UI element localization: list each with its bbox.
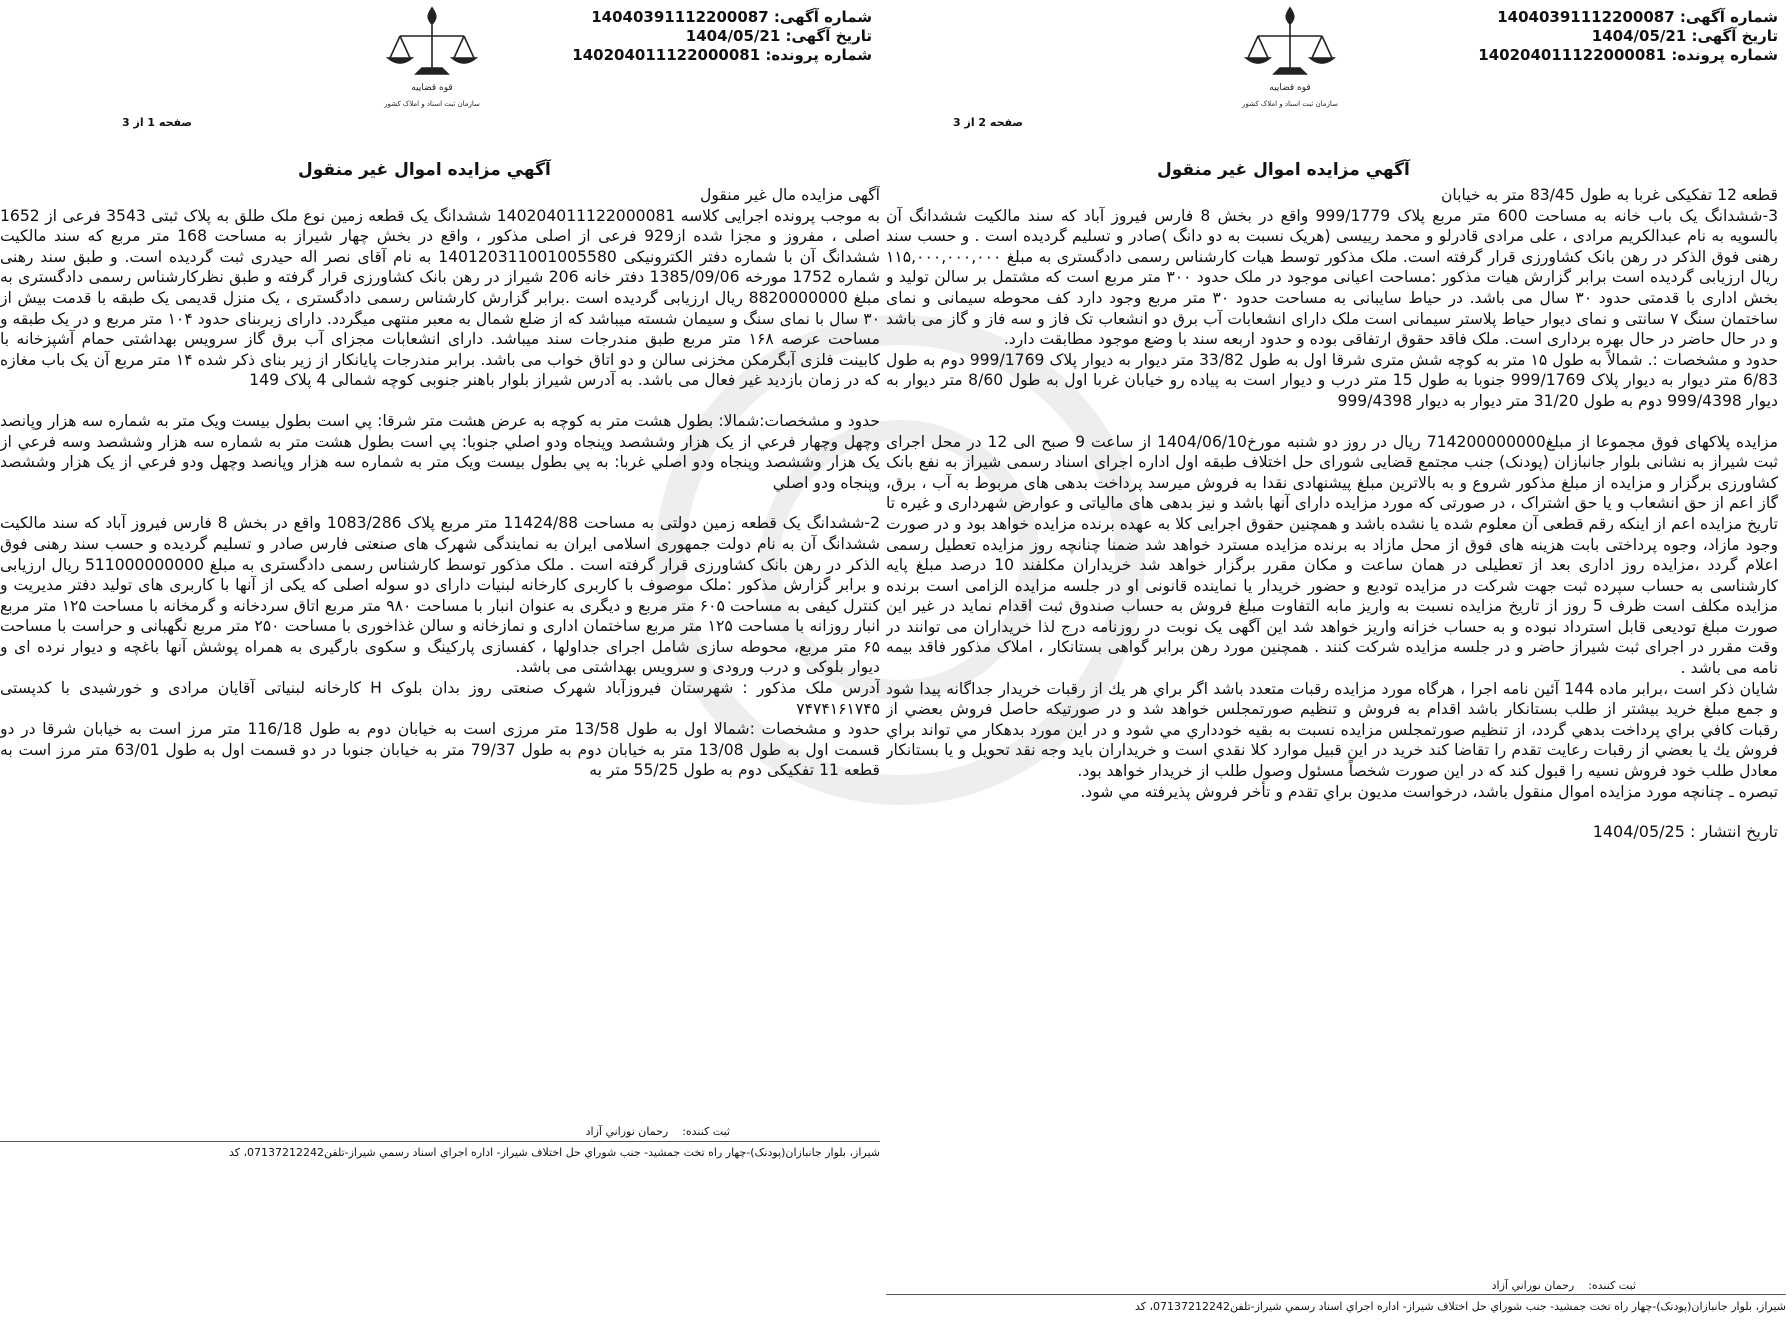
ad-number-row [572, 8, 872, 27]
notice-title: آگهي مزايده اموال غير منقول [1157, 160, 1410, 180]
body-paragraph: قطعه 12 تفکیکی غربا به طول 83/45 متر به خیابان [1440, 186, 1778, 204]
footer-divider [886, 1294, 1786, 1295]
ad-number: 14040391112200087 [1497, 8, 1675, 26]
judiciary-emblem [378, 2, 486, 114]
judiciary-emblem [1236, 2, 1344, 114]
notice-title: آگهي مزايده اموال غير منقول [298, 160, 551, 180]
notice-meta [572, 8, 872, 65]
case-number: 140204011122000081 [1478, 46, 1667, 64]
ad-date-row [1478, 27, 1778, 46]
body-paragraph: حدود و مشخصات :شمالا اول به طول 13/58 متر مرزی است به خیابان دوم به طول 116/18 متر مرز است به خیابان شرقا در دو قسمت اول به طول 13/08 متر به خیابان دوم به طول 79/37 متر به خیابان جنوبا در دو قسمت اول به طول 63/01 متر مرز است به قطعه 11 تفکیکی دوم به طول 55/25 متر به [0, 720, 880, 780]
case-number: 140204011122000081 [572, 46, 761, 64]
scales-of-justice-icon [378, 2, 486, 114]
ad-date-row [572, 27, 872, 46]
case-number-label: شماره پرونده: [765, 46, 872, 64]
body-paragraph: آدرس ملک مذکور : شهرستان فیروزآباد شهرک صنعتی روز بدان بلوک H کارخانه لبنیاتی آقایان مرادی و خورشیدی با کدپستی ۷۴۷۴۱۶۱۷۴۵ [0, 679, 880, 718]
signer-name: رحمان نوراني آزاد [1491, 1279, 1575, 1292]
body-paragraph: مزایده پلاکهای فوق مجموعا از مبلغ714200000000 ریال در روز دو شنبه مورخ1404/06/10 از ساعت 9 صبح الی 12 در محل اجرای ثبت شیراز به نشانی بلوار جانبازان (پودنک) جنب مجتمع قضایی شورای حل اختلاف طبقه اول اداره اجرای اسناد رسمی شیراز به نفع بانک کشاورزی برگزار و مزایده از مبلغ مذکور شروع و به بالاترین مبلغ پیشنهادی نقدا به فروش میرسد پرداخت بدهی های مربوط به آب ، برق، گاز اعم از حق انشعاب و یا حق اشتراک ، در صورتی که مورد مزایده دارای آنها باشد و نیز بدهی های مالیاتی و عوارض شهرداری و غیره تا تاریخ مزایده اعم از اینکه رقم قطعی آن معلوم شده یا نشده باشد و همچنین حقوق اجرایی کلا به عهده برنده مزایده خواهد بود و در صورت وجود مازاد، وجوه پرداختی بابت هزینه های فوق از محل مازاد به برنده مزایده مسترد خواهد شد ضمنا چنانچه روز مزایده تعطیل رسمی اعلام گردد ،مزایده روز اداری بعد از تعطیلی در همان ساعت و مکان مقرر برگزار خواهد شد خریداران مکلفند 10 درصد مبلغ پایه کارشناسی به حساب سپرده ثبت جهت شرکت در مزایده تودیع و حضور خریدار یا نماینده قانونی او در جلسه مزایده الزامی است برنده مزایده مکلف است ظرف 5 روز از تاریخ مزایده نسبت به واریز مابه التفاوت مبلغ فروش به حساب صندوق ثبت اقدام نماید در غیر این صورت مبلغ تودیعی قابل استرداد نبوده و به حساب خزانه واریز خواهد شد این آگهی یک نوبت در روزنامه درج لذا خریداران می توانند در وقت مقرر در اجرای ثبت شیراز حاضر و در جلسه مزایده شرکت کنند . همچنین مورد رهن برابر گواهی بستانکار ، املاک مذکور فاقد بیمه نامه می باشد . [886, 432, 1778, 678]
case-number-row [1478, 46, 1778, 65]
footer-divider [0, 1141, 880, 1142]
ad-date: 1404/05/21 [1591, 27, 1687, 45]
publish-date: 1404/05/25 [1592, 822, 1685, 842]
footer-address: شيراز، بلوار جانبازان(پودنک)-چهار راه تخت جمشيد- جنب شوراي حل اختلاف شيراز- اداره اجراي اسناد رسمي شيراز-تلفن07137212242، کد [228, 1146, 880, 1159]
signer-name: رحمان نوراني آزاد [585, 1125, 669, 1138]
scales-of-justice-icon [1236, 2, 1344, 114]
emblem-line-1: قوه قضاییه [411, 83, 453, 93]
notice-body [886, 185, 1778, 843]
footer-address: شيراز، بلوار جانبازان(پودنک)-چهار راه تخت جمشيد- جنب شوراي حل اختلاف شيراز- اداره اجراي اسناد رسمي شيراز-تلفن07137212242، کد [1134, 1300, 1786, 1313]
case-number-label: شماره پرونده: [1671, 46, 1778, 64]
body-paragraph: تبصره ـ چنانچه مورد مزايده اموال منقول باشد، درخواست مديون براي تقدم و تأخر فروش پذيرفته مي شود. [1080, 782, 1778, 801]
emblem-line-1: قوه قضاییه [1269, 83, 1311, 93]
signer-label: ثبت کننده: [1588, 1279, 1636, 1292]
publish-label: تاریخ انتشار : [1690, 822, 1778, 842]
body-paragraph: حدود و مشخصات :. شمالاً به طول ۱۵ متر به کوچه شش متری شرقا اول به طول 33/82 متر دیوار به دیوار پلاک 999/1769 دوم به طول 6/83 متر دیوار به دیوار پلاک 999/1769 جنوبا به طول 15 متر درب و دیوار است به پیاده رو خیابان غربا اول به طول 8/60 متر دیوار به دیوار 999/4398 دوم به طول 31/20 متر دیوار به دیوار 999/4398 [886, 350, 1779, 410]
ad-number-row [1478, 8, 1778, 27]
signer [1492, 1279, 1636, 1292]
ad-date: 1404/05/21 [685, 27, 781, 45]
emblem-line-2: سازمان ثبت اسناد و املاک کشور [384, 100, 480, 108]
notice-meta [1478, 8, 1778, 65]
page-number: صفحه 1 از 3 [122, 116, 193, 129]
publish-date-row [886, 822, 1778, 843]
ad-number-label: شماره آگهی: [1679, 8, 1778, 26]
ad-date-label: تاریخ آگهی: [785, 27, 872, 45]
signer-label: ثبت کننده: [682, 1125, 730, 1138]
body-paragraph: آگهی مزایده مال غیر منقول [700, 186, 880, 204]
body-paragraph: 2-ششدانگ یک قطعه زمین دولتی به مساحت 11424/88 متر مربع پلاک 1083/286 واقع در بخش 8 فارس فیروز آباد که سند مالکیت ششدانگ آن به نام دولت جمهوری اسلامی ایران به نمایندگی شهرک های صنعتی فارس صادر و تسلیم گردیده و حسب سند رهنی فوق الذکر در رهن بانک کشاورزی قرار گرفته است . ملک مذکور توسط کارشناس رسمی دادگستری به مبلغ 511000000000 ریال ارزیابی و برابر گزارش مذکور :ملک موصوف با کاربری کارخانه لبنیات دارای دو سوله اصلی که یکی از آنها با کاربری های تولید دفتر مدیریت و کنترل کیفی به مساحت ۶۰۵ متر مربع و دیگری به عنوان انبار با مساحت ۹۸۰ متر مربع اتاق سردخانه و گرمخانه با مساحت ۱۲۵ متر مربع انبار روزانه با مساحت ۱۲۵ متر مربع ساختمان اداری و نمازخانه و سالن غذاخوری با مساحت ۲۵۰ متر مربع نگهبانی و حراست با مساحت ۶۵ متر مربع، محوطه سازی شامل اجرای جداولها ، کفسازی پارکینگ و سکوی بارگیری به همراه پوشش آنها باغچه و دیوار نرده ای و دیوار بلوکی و درب ورودی و سرویس بهداشتی می باشد. [0, 514, 880, 677]
body-paragraph: شایان ذکر است ،برابر ماده 144 آئین نامه اجرا ، هرگاه مورد مزايده رقبات متعدد باشد اگر براي هر يك از رقبات خريدار جداگانه پيدا شود و جمع مبلغ خريد بيشتر از طلب بستانكار باشد اقدام به فروش و تنظيم صورتمجلس خواهد شد و در صورتيكه حاصل فروش بعضي از رقبات كافي براي پرداخت بدهي گردد، از تنظيم صورتمجلس مزايده نسبت به بقيه خودداري مي شود و در اين مورد بدهكار مي تواند براي فروش يك يا بعضي از رقبات رعايت تقدم را تقاضا كند خريد در اين قبيل موارد كلا نقدي است و خريداران بايد وجه نقد تحويل و يا بستانكار معادل طلب خود فروش نسيه را قبول كند كه در اين صورت شخصاً مسئول وصول طلب از خريدار خواهد بود. [886, 679, 1778, 781]
signer [586, 1125, 730, 1138]
ad-number-label: شماره آگهی: [773, 8, 872, 26]
page-2 [886, 0, 1786, 1332]
body-paragraph: حدود و مشخصات:شمالا: بطول هشت متر به کوچه به عرض هشت متر شرقا: پي است بطول بيست ويک متر به شماره سه هزار وپانصد وچهل وچهار فرعي از يک هزار وششصد وپنجاه ودو اصلي جنوبا: پي است بطول هشت متر به شماره سه هزار وششصد وسه فرعي از يک هزار وششصد وپنجاه ودو اصلي غربا: به پي بطول بيست ويک متر به شماره سه هزار وپانصد وچهل ودو فرعي از يک هزار وششصد وپنجاه ودو اصلي [0, 411, 880, 492]
emblem-line-2: سازمان ثبت اسناد و املاک کشور [1242, 100, 1338, 108]
case-number-row [572, 46, 872, 65]
ad-number: 14040391112200087 [591, 8, 769, 26]
ad-date-label: تاریخ آگهی: [1691, 27, 1778, 45]
page-1 [0, 0, 880, 1332]
body-paragraph: 3-ششدانگ یک باب خانه به مساحت 600 متر مربع پلاک 999/1779 واقع در بخش 8 فارس فیروز آباد که سند مالکیت ششدانگ آن بالسویه به نام عبدالکریم مرادی ، علی مرادی قادرلو و محمد رییسی (هریک نسبت به دو دانگ )صادر و تسلیم گردیده است . و حسب سند رهنی فوق الذکر در رهن بانک کشاورزی قرار گرفته است. ملک مذکور توسط هیات کارشناس رسمی دادگستری به مبلغ ۱۱۵,۰۰۰,۰۰۰,۰۰۰ ریال ارزیابی گردیده است برابر گزارش هیات مذکور :مساحت اعیانی موجود در ملک حدود ۳۰۰ متر مربع است که مشتمل بر سالن تولید و بخش اداری با قدمتی حدود ۳۰ سال می باشد. در حیاط سایبانی به مساحت حدود ۳۰ متر مربع وجود دارد کف محوطه سیمانی و نمای ساختمان سنگ ۷ سانتی و نمای دیوار حیاط پلاستر سیمانی است ملک دارای انشعابات آب برق دو انشعاب تک فاز و سه فاز و گاز می باشد و در حال حاضر در حال بهره برداری است. ملک فاقد حقوق ارتفاقی بوده و حدود اربعه سند با وضع موجود مطابقت دارد. [886, 206, 1779, 349]
body-paragraph: به موجب پرونده اجرایی کلاسه 140204011122000081 ششدانگ یک قطعه زمین نوع ملک طلق به پلاک ثبتی 3543 فرعی از 1652 اصلی ، مفروز و مجزا شده از929 فرعی از اصلی مذکور ، واقع در بخش چهار شیراز به مساحت 168 متر مربع که سند مالکیت ششدانگ آن با شماره دفتر الکترونیکی 140120311001005580 به نام آقای نصر اله حیدری ثبت گردیده است. و طبق سند رهنی شماره 1752 مورخه 1385/09/06 دفتر خانه 206 شیراز در رهن بانک کشاورزی قرار گرفته و طبق نظرکارشناس رسمی دادگستری به مبلغ 8820000000 ریال ارزیابی گردیده است .برابر گزارش کارشناس رسمی دادگستری ، یک منزل قدیمی یک طبقه با قدمت بیش از ۳۰ سال با نمای سنگ و سیمان شسته میباشد که از ضلع شمال به معبر منتهی میگردد. دارای زیربنای حدود ۱۰۴ متر مربع و در یک طبقه و مساحت عرصه ۱۶۸ متر مربع طبق مندرجات سند میباشد. دارای انشعابات مجزای آب برق گاز سرویس بهداشتی حمام آشپزخانه با کابینت فلزی آبگرمکن مخزنی سالن و دو اتاق خواب می باشد. برابر مندرجات پایانکار از زیر بنای ذکر شده ۱۴ متر مربع آن یک باب مغازه که در زمان بازدید غیر فعال می باشد. به آدرس شیراز بلوار باهنر جنوبی کوچه شمالی 4 پلاک 149 [0, 206, 880, 390]
notice-body [0, 185, 880, 781]
page-number: صفحه 2 از 3 [953, 116, 1024, 129]
